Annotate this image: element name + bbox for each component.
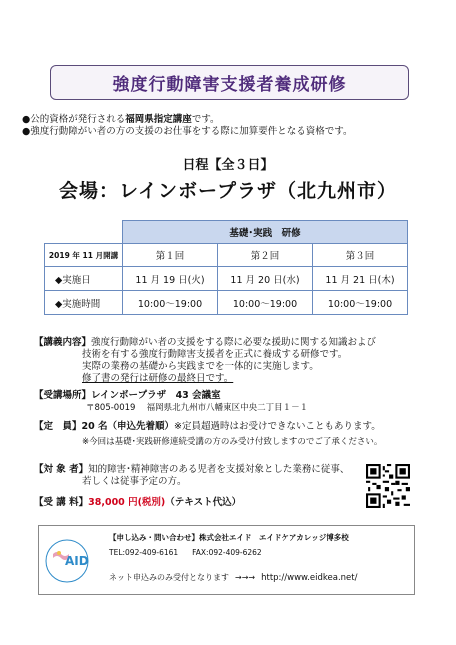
row-label-date: ◆実施日: [45, 267, 123, 291]
date-2: 11 月 20 日(水): [218, 267, 313, 291]
logo-text: AID: [65, 554, 89, 568]
section-target: 【対 象 者】知的障害･精神障害のある児者を支援対象とした業務に従事、 若しくは従事予定の方。: [34, 464, 350, 487]
section-capacity: 【定 員】20 名（申込先着順）※定員超過時はお受けできないこともあります。 ※今回は基礎･実践研修連続受講の方のみ受け付致しますのでご了承ください。: [34, 421, 383, 447]
time-2: 10:00～19:00: [218, 291, 313, 315]
date-1: 11 月 19 日(火): [123, 267, 218, 291]
session-1: 第１回: [123, 244, 218, 267]
opening-month: 2019 年 11 月開講: [45, 244, 123, 267]
schedule-label: 日程【全３日】: [182, 158, 274, 173]
web-apply-note: ネット申込みのみ受付となります →→→ http://www.eidkea.net/: [109, 573, 358, 583]
contact-heading: 【申し込み・問い合わせ】株式会社エイド エイドケアカレッジ博多校: [109, 533, 349, 542]
section-place: 【受講場所】レインボープラザ 43 会議室 〒805-0019 福岡県北九州市八幡東区中央二丁目１－１: [34, 390, 309, 413]
row-label-time: ◆実施時間: [45, 291, 123, 315]
session-3: 第３回: [313, 244, 408, 267]
contact-phone: TEL:092-409-6161 FAX:092-409-6262: [109, 548, 262, 557]
page-title: 強度行動障害支援者養成研修: [50, 65, 409, 100]
website-link[interactable]: http://www.eidkea.net/: [261, 573, 358, 583]
schedule-table: [44, 220, 408, 315]
time-1: 10:00～19:00: [123, 291, 218, 315]
venue-heading: 会場：レインボープラザ（北九州市）: [58, 180, 398, 202]
section-content: 【講義内容】強度行動障がい者の支援をする際に必要な援助に関する知識および 技術を有する強度行動障害支援者を正式に養成する研修です。 実際の業務の基礎から実践までを一体的に実施します。 修了書の発行は研修の最終日です。: [34, 337, 377, 384]
course-header: 基礎･実践 研修: [123, 221, 408, 244]
section-fee: 【受 講 料】38,000 円(税別)（テキスト代込）: [34, 497, 242, 508]
bullet-official-qualification: ●公的資格が発行される福岡県指定講座です。: [22, 114, 220, 125]
time-3: 10:00～19:00: [313, 291, 408, 315]
bullet-addition-requirement: ●強度行動障がい者の方の支援のお仕事をする際に加算要件となる資格です。: [22, 126, 353, 137]
qr-code-icon: [366, 464, 410, 508]
contact-footer: [38, 525, 415, 595]
session-2: 第２回: [218, 244, 313, 267]
date-3: 11 月 21 日(木): [313, 267, 408, 291]
